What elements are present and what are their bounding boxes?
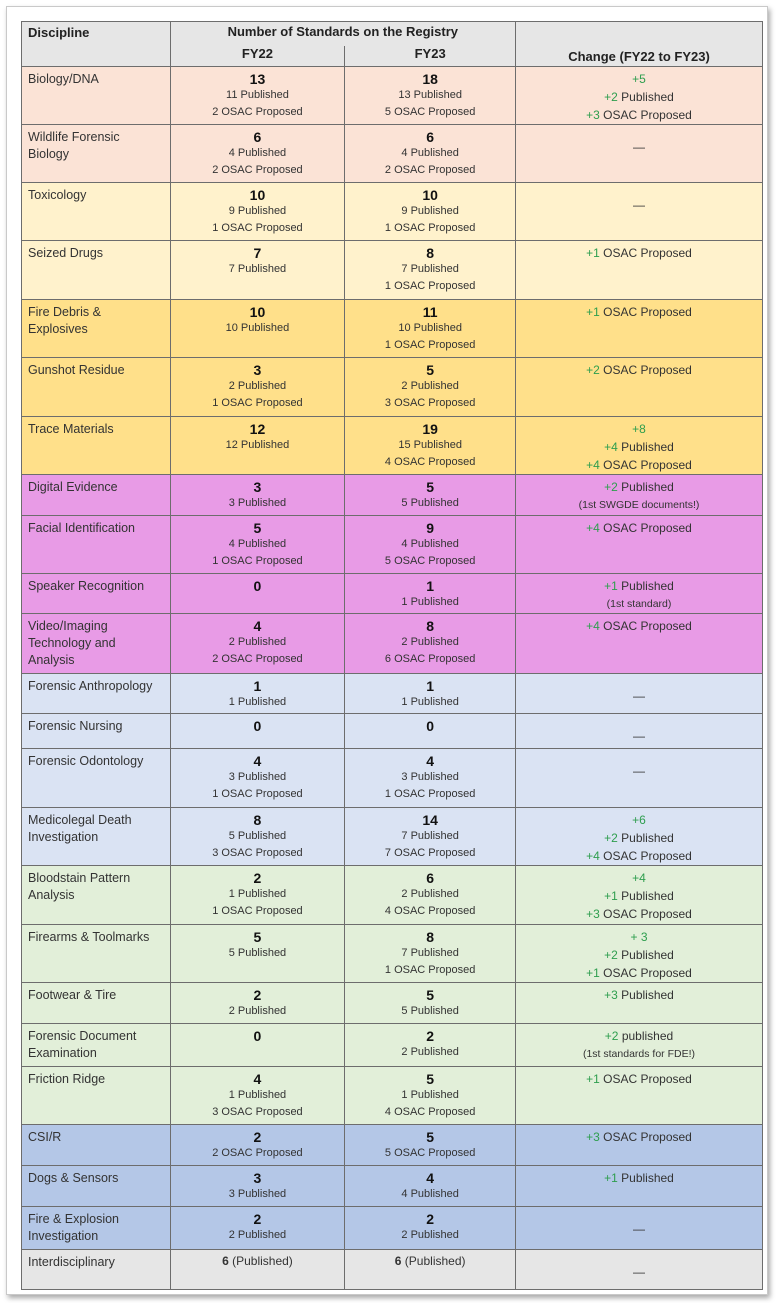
no-change-dash: — [633,689,645,703]
change-line: +8 [632,422,646,436]
change-line: +1 Published [604,1171,674,1185]
fy22-breakdown-line: 4 Published [228,538,287,550]
discipline-cell: Fire Debris & Explosives [22,300,171,358]
discipline-cell: Biology/DNA [22,67,171,125]
fy23-breakdown-line: 4 Published [401,538,459,550]
fy22-total: 7 [253,245,262,261]
change-cell [516,1250,763,1290]
fy23-breakdown-line: 5 OSAC Proposed [384,1147,476,1159]
fy22-cell [170,574,345,614]
no-change-dash: — [633,140,645,154]
fy22-breakdown-line: 1 OSAC Proposed [212,222,303,234]
fy23-breakdown-line: 2 Published [401,1046,459,1058]
discipline-cell: Digital Evidence [22,475,171,516]
fy23-total: 8 [426,929,435,945]
change-line: +2 Published [604,831,674,845]
fy23-cell [345,983,516,1024]
discipline-cell: Dogs & Sensors [22,1166,171,1207]
fy23-cell [345,674,516,714]
fy23-total: 9 [426,520,435,536]
table-row [22,516,763,574]
fy23-total: 1 [426,678,435,694]
discipline-cell: Forensic Anthropology [22,674,171,714]
table-row [22,1067,763,1125]
fy23-breakdown-line: 6 OSAC Proposed [384,653,476,665]
fy22-cell [170,925,345,983]
table-row [22,475,763,516]
change-line: +6 [632,813,646,827]
discipline-cell: CSI/R [22,1125,171,1166]
fy23-total: 5 [426,987,435,1003]
fy23-cell [345,925,516,983]
table-frame [6,6,768,1295]
fy23-total: 2 [426,1028,435,1044]
header-change: Change (FY22 to FY23) [516,22,763,67]
fy23-total: 2 [426,1211,435,1227]
change-line: +2 Published [604,948,674,962]
discipline-cell: Toxicology [22,183,171,241]
table-row [22,674,763,714]
fy23-total: 4 [426,1170,435,1186]
fy23-cell [345,475,516,516]
fy23-breakdown-line: 2 Published [401,380,459,392]
change-line: +3 Published [604,988,674,1002]
change-cell [516,475,763,516]
table-row [22,614,763,674]
table-row [22,300,763,358]
change-line: +2 Published [604,90,674,104]
fy23-cell [345,614,516,674]
table-row [22,866,763,925]
fy22-total: 6 [253,129,262,145]
fy23-breakdown-line: 1 OSAC Proposed [384,280,476,292]
fy23-breakdown-line: 4 OSAC Proposed [384,905,476,917]
fy22-cell [170,241,345,300]
fy22-breakdown-line: 11 Published [226,89,289,101]
fy22-total: 12 [249,421,266,437]
fy22-cell [170,300,345,358]
fy23-breakdown-line: 1 Published [401,1089,459,1101]
fy22-total: 5 [253,929,262,945]
fy23-cell [345,300,516,358]
fy23-breakdown-line: 5 Published [401,1005,459,1017]
fy22-breakdown-line: 10 Published [225,322,290,334]
fy22-total: 3 [253,1170,262,1186]
fy23-breakdown-line: 5 OSAC Proposed [384,555,476,567]
change-line: +1 OSAC Proposed [586,305,692,319]
fy22-total: 4 [253,753,262,769]
change-cell [516,125,763,183]
fy22-breakdown-line: 2 OSAC Proposed [212,106,303,118]
change-cell [516,300,763,358]
discipline-cell: Bloodstain Pattern Analysis [22,866,171,925]
discipline-cell: Wildlife Forensic Biology [22,125,171,183]
fy22-breakdown-line: 2 Published [228,1229,287,1241]
fy23-breakdown-line: 5 Published [401,497,459,509]
table-row [22,749,763,808]
fy23-total: 6 [426,129,435,145]
fy22-total: 2 [253,987,262,1003]
fy22-total: 6 [222,1254,229,1268]
no-change-dash: — [633,1222,645,1236]
change-cell [516,614,763,674]
fy23-breakdown-line: 1 OSAC Proposed [384,222,476,234]
fy23-breakdown-line: 1 OSAC Proposed [384,964,476,976]
fy23-total: 6 [394,1254,402,1268]
discipline-cell: Video/Imaging Technology and Analysis [22,614,171,674]
change-line: +1 OSAC Proposed [586,966,692,980]
discipline-cell: Seized Drugs [22,241,171,300]
fy23-cell [345,241,516,300]
table-row [22,183,763,241]
change-cell [516,983,763,1024]
change-note: (1st SWGDE documents!) [578,499,700,511]
table-row [22,241,763,300]
fy23-total: 1 [426,578,435,594]
standards-table [21,21,763,1290]
fy22-total: 10 [249,304,266,320]
fy23-breakdown-line: 10 Published [398,322,462,334]
fy22-breakdown-line: 2 Published [228,636,287,648]
fy23-cell [345,1067,516,1125]
fy23-breakdown-line: 2 Published [401,888,459,900]
fy23-cell [345,183,516,241]
fy23-breakdown-line: 2 Published [401,636,459,648]
change-cell [516,1067,763,1125]
fy23-breakdown-line: 7 Published [401,830,459,842]
change-cell [516,241,763,300]
change-line: +4 OSAC Proposed [586,619,692,633]
table-row [22,67,763,125]
fy23-total: 8 [426,618,435,634]
discipline-cell: Fire & Explosion Investigation [22,1207,171,1250]
fy23-cell [345,1125,516,1166]
table-row [22,1024,763,1067]
no-change-dash: — [633,1265,645,1279]
fy22-breakdown-line: 5 Published [228,947,287,959]
fy22-cell [170,67,345,125]
change-line: +3 OSAC Proposed [586,907,692,921]
fy22-cell [170,183,345,241]
fy23-cell [345,749,516,808]
change-note: (1st standards for FDE!) [582,1048,696,1060]
change-cell [516,1125,763,1166]
change-cell [516,417,763,475]
change-line: +4 Published [604,440,674,454]
table-row [22,125,763,183]
fy23-breakdown-line: 15 Published [398,439,462,451]
fy22-cell [170,1250,345,1290]
discipline-cell: Forensic Nursing [22,714,171,749]
change-line: +5 [632,72,646,86]
change-cell [516,674,763,714]
fy23-breakdown-line: 4 Published [401,147,459,159]
fy23-cell [345,67,516,125]
change-line: + 3 [630,930,648,944]
fy23-cell [345,417,516,475]
fy22-cell [170,749,345,808]
table-row [22,1207,763,1250]
fy23-cell [345,808,516,866]
fy23-breakdown-line: 1 OSAC Proposed [384,788,476,800]
fy23-breakdown-line: 1 OSAC Proposed [384,339,476,351]
header-fy23: FY23 [345,46,516,67]
header-discipline: Discipline [22,22,171,67]
fy23-cell [345,1207,516,1250]
discipline-cell: Firearms & Toolmarks [22,925,171,983]
no-change-dash: — [633,729,645,743]
fy22-breakdown-line: 3 Published [228,497,287,509]
header-fy22: FY22 [170,46,345,67]
fy22-breakdown-line: 2 Published [228,1005,287,1017]
table-row [22,808,763,866]
fy22-breakdown-line: 1 OSAC Proposed [212,905,303,917]
fy23-breakdown-line: 7 OSAC Proposed [384,847,476,859]
change-line: +1 OSAC Proposed [586,1072,692,1086]
discipline-cell: Speaker Recognition [22,574,171,614]
fy22-cell [170,808,345,866]
fy22-cell [170,358,345,417]
fy22-total: 5 [253,520,262,536]
fy23-total: 10 [422,187,438,203]
fy23-cell [345,1250,516,1290]
fy22-cell [170,475,345,516]
fy23-breakdown-line: 4 OSAC Proposed [384,456,476,468]
fy23-breakdown-line: 1 Published [401,596,459,608]
fy23-breakdown-line: 2 OSAC Proposed [384,164,476,176]
fy22-cell [170,1024,345,1067]
fy23-total: 5 [426,1129,435,1145]
change-cell [516,574,763,614]
fy22-total: 0 [253,578,262,594]
fy22-cell [170,516,345,574]
fy22-breakdown-line: 1 OSAC Proposed [212,397,303,409]
change-cell [516,749,763,808]
change-cell [516,183,763,241]
fy23-total: 14 [422,812,438,828]
discipline-cell: Interdisciplinary [22,1250,171,1290]
fy23-cell [345,714,516,749]
fy22-breakdown-line: 1 Published [228,696,287,708]
fy22-total: 3 [253,362,262,378]
fy22-breakdown-line: 9 Published [228,205,287,217]
fy23-breakdown-line: 9 Published [401,205,459,217]
fy22-inline-note: (Published) [228,1254,293,1268]
table-row [22,983,763,1024]
table-row [22,574,763,614]
change-cell [516,866,763,925]
change-cell [516,358,763,417]
fy22-breakdown-line: 2 OSAC Proposed [212,1147,303,1159]
table-row [22,714,763,749]
fy22-total: 8 [253,812,262,828]
table-row [22,358,763,417]
fy23-total: 5 [426,1071,435,1087]
fy22-cell [170,1067,345,1125]
fy23-breakdown-line: 7 Published [401,263,459,275]
fy23-total: 11 [422,304,438,320]
fy22-breakdown-line: 1 Published [228,888,287,900]
discipline-cell: Forensic Odontology [22,749,171,808]
change-cell [516,67,763,125]
fy22-breakdown-line: 3 OSAC Proposed [212,847,303,859]
fy22-cell [170,1207,345,1250]
fy23-cell [345,866,516,925]
fy23-total: 5 [426,479,435,495]
fy22-total: 4 [253,1071,262,1087]
fy22-total: 4 [253,618,262,634]
fy23-cell [345,574,516,614]
table-row [22,1250,763,1290]
fy23-cell [345,516,516,574]
fy22-breakdown-line: 3 Published [228,1188,287,1200]
fy22-total: 13 [249,71,266,87]
fy22-total: 2 [253,870,262,886]
fy22-breakdown-line: 7 Published [228,263,287,275]
fy23-total: 6 [426,870,435,886]
change-line: +2 published [604,1029,674,1043]
change-cell [516,1166,763,1207]
fy23-total: 5 [426,362,435,378]
change-line: +4 OSAC Proposed [586,458,692,472]
table-row [22,417,763,475]
fy22-total: 10 [249,187,266,203]
fy22-breakdown-line: 12 Published [225,439,290,451]
fy22-breakdown-line: 1 OSAC Proposed [212,555,303,567]
fy23-total: 19 [422,421,438,437]
fy22-cell [170,1166,345,1207]
change-line: +4 OSAC Proposed [586,849,692,863]
fy23-breakdown-line: 5 OSAC Proposed [384,106,476,118]
fy23-breakdown-line: 13 Published [398,89,462,101]
change-line: +1 Published [604,579,674,593]
fy23-breakdown-line: 2 Published [401,1229,459,1241]
fy22-cell [170,866,345,925]
fy22-total: 1 [253,678,262,694]
fy23-cell [345,1024,516,1067]
discipline-cell: Forensic Document Examination [22,1024,171,1067]
change-cell [516,1207,763,1250]
table-row [22,1125,763,1166]
discipline-cell: Gunshot Residue [22,358,171,417]
fy22-total: 2 [253,1129,262,1145]
change-line: +3 OSAC Proposed [586,108,692,122]
table-row [22,925,763,983]
discipline-cell: Medicolegal Death Investigation [22,808,171,866]
header-number-of-standards: Number of Standards on the Registry [170,22,515,47]
no-change-dash: — [633,198,645,212]
fy23-breakdown-line: 3 OSAC Proposed [384,397,476,409]
fy23-breakdown-line: 4 Published [401,1188,459,1200]
fy22-cell [170,125,345,183]
fy22-cell [170,614,345,674]
change-line: +4 [632,871,646,885]
fy22-breakdown-line: 1 Published [228,1089,287,1101]
fy23-breakdown-line: 4 OSAC Proposed [384,1106,476,1118]
fy22-total: 3 [253,479,262,495]
fy22-cell [170,1125,345,1166]
discipline-cell: Footwear & Tire [22,983,171,1024]
change-cell [516,714,763,749]
fy22-total: 0 [253,718,262,734]
discipline-cell: Trace Materials [22,417,171,475]
change-line: +1 Published [604,889,674,903]
fy22-breakdown-line: 5 Published [228,830,287,842]
fy22-breakdown-line: 3 OSAC Proposed [212,1106,303,1118]
no-change-dash: — [633,764,645,778]
change-note: (1st standard) [606,598,672,610]
change-line: +1 OSAC Proposed [586,246,692,260]
fy22-breakdown-line: 3 Published [228,771,287,783]
fy22-breakdown-line: 2 Published [228,380,287,392]
change-cell [516,516,763,574]
discipline-cell: Facial Identification [22,516,171,574]
fy23-cell [345,358,516,417]
discipline-cell: Friction Ridge [22,1067,171,1125]
fy22-cell [170,417,345,475]
fy23-cell [345,125,516,183]
fy23-breakdown-line: 7 Published [401,947,459,959]
fy23-total: 8 [426,245,435,261]
fy23-breakdown-line: 1 Published [401,696,459,708]
fy22-total: 2 [253,1211,262,1227]
fy23-total: 4 [426,753,435,769]
fy23-inline-note: (Published) [401,1254,466,1268]
change-line: +2 OSAC Proposed [586,363,692,377]
fy22-breakdown-line: 2 OSAC Proposed [212,653,303,665]
change-cell [516,925,763,983]
fy22-cell [170,674,345,714]
fy22-breakdown-line: 2 OSAC Proposed [212,164,303,176]
fy22-total: 0 [253,1028,262,1044]
change-line: +4 OSAC Proposed [586,521,692,535]
table-row [22,1166,763,1207]
fy23-cell [345,1166,516,1207]
fy23-total: 18 [422,71,438,87]
fy23-breakdown-line: 3 Published [401,771,459,783]
change-line: +3 OSAC Proposed [586,1130,692,1144]
change-line: +2 Published [604,480,674,494]
fy22-breakdown-line: 4 Published [228,147,287,159]
change-cell [516,808,763,866]
fy22-cell [170,714,345,749]
fy23-total: 0 [426,718,435,734]
fy22-cell [170,983,345,1024]
fy22-breakdown-line: 1 OSAC Proposed [212,788,303,800]
change-cell [516,1024,763,1067]
